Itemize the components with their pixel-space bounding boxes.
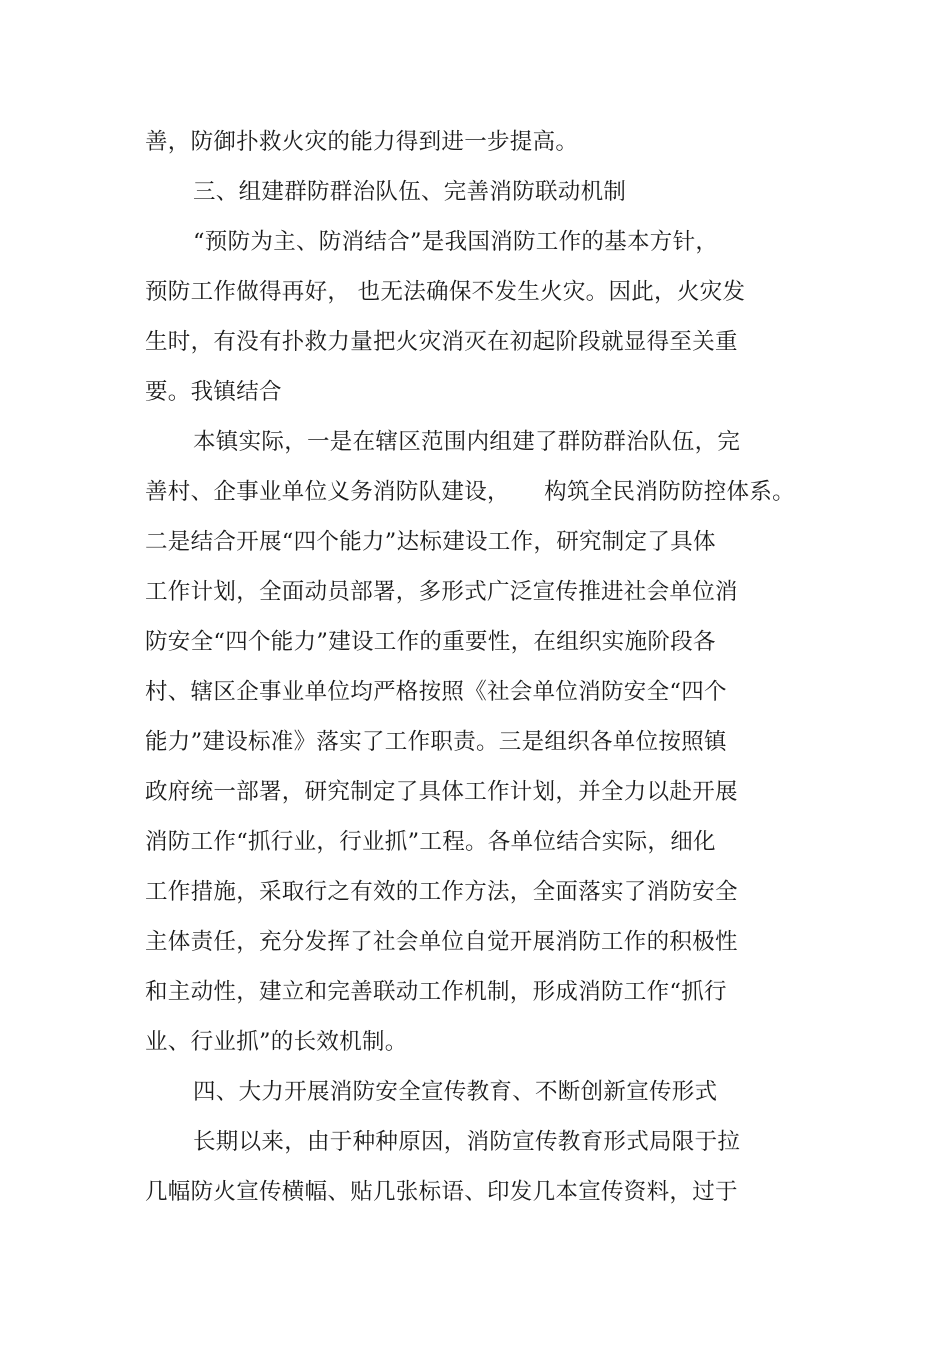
text-line: 工作措施，采取行之有效的工作方法，全面落实了消防安全 — [145, 879, 738, 905]
section-heading: 三、组建群防群治队伍、完善消防联动机制 — [193, 179, 627, 205]
text-line: 预防工作做得再好， 也无法确保不发生火灾。因此，火灾发 — [145, 279, 746, 305]
text-line: 生时，有没有扑救力量把火灾消灭在初起阶段就显得至关重 — [145, 329, 738, 355]
text-line: 能力”建设标准》落实了工作职责。三是组织各单位按照镇 — [145, 729, 727, 755]
text-line: 善，防御扑救火灾的能力得到进一步提高。 — [145, 129, 579, 155]
text-line: 主体责任，充分发挥了社会单位自觉开展消防工作的积极性 — [145, 929, 738, 955]
text-line: 和主动性，建立和完善联动工作机制，形成消防工作“抓行 — [145, 979, 727, 1005]
text-line: “预防为主、防消结合”是我国消防工作的基本方针， — [193, 229, 719, 255]
text-line: 善村、企事业单位义务消防队建设， 构筑全民消防防控体系。 — [145, 479, 795, 505]
text-line: 长期以来，由于种种原因，消防宣传教育形式局限于拉 — [193, 1129, 741, 1155]
text-line: 本镇实际，一是在辖区范围内组建了群防群治队伍，完 — [193, 429, 741, 455]
text-line: 消防工作“抓行业，行业抓”工程。各单位结合实际，细化 — [145, 829, 716, 855]
text-line: 工作计划，全面动员部署，多形式广泛宣传推进社会单位消 — [145, 579, 738, 605]
text-line: 要。我镇结合 — [145, 379, 282, 405]
text-line: 防安全“四个能力”建设工作的重要性，在组织实施阶段各 — [145, 629, 716, 655]
text-line: 几幅防火宣传横幅、贴几张标语、印发几本宣传资料，过于 — [145, 1179, 738, 1205]
text-line: 二是结合开展“四个能力”达标建设工作，研究制定了具体 — [145, 529, 716, 555]
text-line: 村、辖区企事业单位均严格按照《社会单位消防安全“四个 — [145, 679, 727, 705]
section-heading: 四、大力开展消防安全宣传教育、不断创新宣传形式 — [193, 1079, 718, 1105]
text-line: 政府统一部署，研究制定了具体工作计划，并全力以赴开展 — [145, 779, 738, 805]
text-line: 业、行业抓”的长效机制。 — [145, 1029, 408, 1055]
